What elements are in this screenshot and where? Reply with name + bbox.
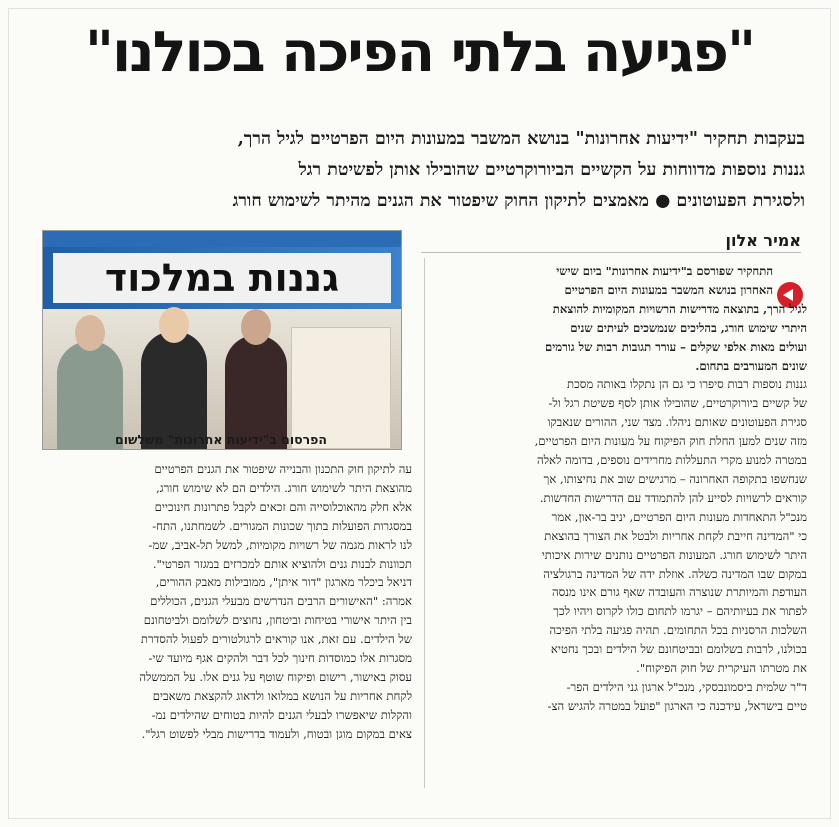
body-line: דניאל ביכלר מארגון "דור איתן", ממובילות מאבק ההורים, [155, 575, 412, 590]
body-line: מסגרות אלו כמוסדות חינוך לכל דבר ולהקים אגף מיועד שי- [148, 651, 412, 666]
subheadline-line: ולסגירת הפעוטונים ● מאמצים לתיקון החוק שיפטור את הגנים מהיתר לשימוש חורג [232, 191, 805, 211]
article-photo [42, 230, 402, 450]
body-line: גננות נוספות רבות סיפרו כי גם הן נתקלו באותה מסכת [567, 377, 807, 392]
body-line: צאים במקום מוגן ובטוח, ולעמוד בדרישות מבלי לפשוט רגל". [141, 726, 412, 741]
body-line: במטרה למנוע מקרי התעללות מחרידים נוספים, בדומה לאלה [536, 453, 807, 468]
body-line: כי "המדינה חייבת לקחת אחריות ולבטל את הצורך בהוצאת [544, 528, 807, 543]
body-line: השלכות הרסניות בכל התחומים. תהיה פגיעה בלתי הפיכה [549, 623, 807, 638]
body-line: לפתור את בעיותיהם – יגרמו לתחום כולו לקרוס ויהיו לכך [553, 604, 807, 619]
body-line: תכוונות לבנות גנים ולהוציא אותם למכרזים במגזר הפרטי". [152, 556, 412, 571]
photo-person-head [75, 315, 105, 351]
column-divider [424, 258, 425, 788]
body-line: לקחת אחריות על הנושא במלואו ולדאוג להקצאת משאבים [152, 688, 412, 703]
headline: "פגיעה בלתי הפיכה בכולנו" [84, 20, 755, 85]
body-line: של קשיים ביורוקרטיים, שהובילו אותן לסף פשיטת רגל ול- [548, 396, 807, 411]
subheadline-line: גננות נוספות מדווחות על הקשיים הביורוקרטיים שהובילו אותן לפשיטת רגל [298, 160, 805, 180]
body-line: שנחשפו בתקופה האחרונה – מרגישים שוב את נחיצותו, אך [543, 471, 807, 486]
author-byline: אמיר אלון [421, 231, 801, 253]
lead-line: שונים המעורבים בתחום. [695, 358, 807, 373]
body-line: במקום שבו המדינה כשלה. אוזלת ידה של המדינה ברגולציה [543, 566, 807, 581]
photo-person-head [159, 307, 189, 343]
body-line: לנו לראות מגמה של רשויות מקומיות, למשל תל-אביב, שמ- [148, 537, 412, 552]
photo-title: גננות במלכוד [53, 253, 391, 303]
body-line: קוראים לרשויות לסייע להן להתמודד עם הדרישות החדשות. [539, 490, 807, 505]
body-line: היתר לשימוש חורג. המעונות הפרטיים נותנים שירות איכותי [541, 547, 807, 562]
lead-line: התחקיר שפורסם ב"ידיעות אחרונות" ביום שישי [556, 264, 773, 278]
body-line: ד"ר שלמית ביסמונבסקי, מנכ"ל ארגון גני הילדים הפר- [566, 679, 807, 694]
lead-line: האחרון בנושא המשבר במעונות היום הפרטיים [564, 282, 773, 297]
body-line: בין היתר אישורי בטיחות וביטחון, נחוצים לשלומם ולביטחונם [143, 613, 412, 628]
subheadline-line: בעקבות תחקיר "ידיעות אחרונות" בנושא המשבר במעונות היום הפרטיים לגיל הרך, [237, 129, 805, 149]
body-line: טיים בישראל, עידכנה כי הארגון "פועל במטרה להגיש הצ- [547, 698, 807, 713]
lead-line: ועולים מאות אלפי שקלים – עורר תגובות רבות של גורמים [545, 339, 807, 354]
body-line: עסוק באישור, רישום ופיקוח שוטף על גנים אלו. על הממשלה [139, 669, 412, 684]
body-line: את מטרתו העיקרית של חוק הפיקוח". [636, 661, 807, 676]
article-left-column [32, 460, 412, 744]
body-line: בכולנו, לרבות בשלומם ובביטחונם של הילדים ובכך נחטיא [550, 642, 807, 657]
body-line: מהוצאת היתר לשימוש חורג. הילדים הם לא שימוש חורג, [156, 480, 412, 495]
body-line: עה לתיקון חוק התכנון והבנייה שיפטור את הגנים הפרטיים [154, 462, 412, 476]
photo-top-strip [43, 231, 401, 247]
body-line: העודפת והמיותרת שנוצרה והעובדה שאף גורם אינו מנסה [552, 585, 807, 600]
lead-line: היתרי שימוש חורג, בהליכים שנמשכים לעיתים שנים [570, 320, 807, 335]
body-line: במסגרות הפועלות בתוך שכונות המגורים. לשמחתנו, התח- [152, 518, 412, 533]
body-line: סגירת הפעוטונים שאותם ניהלו. מצד שני, ההורים שנאבקו [547, 415, 807, 430]
photo-person-head [241, 309, 271, 345]
body-line: של הילדים. עם זאת, אנו קוראים לרגולטורים לפעול להסדרת [140, 632, 412, 647]
lead-line: לגיל הרך, בתוצאה מדרישות הרשויות המקומיות להוצאת [552, 301, 807, 316]
photo-shelf [291, 327, 391, 449]
body-line: אלא חלק מהאוכלוסייה והם זכאים לקבל פתרונות חינוכיים [154, 499, 412, 514]
article-right-column [417, 262, 807, 716]
lead-paragraph [417, 262, 807, 300]
body-line: אמרה: "האישורים הרבים הנדרשים מבעלי הגנים, הכוללים [150, 594, 412, 609]
body-line: מנכ"ל התאחדות מעונות היום הפרטיים, יניב בר-און, אמר [551, 509, 807, 524]
body-line: והקלות שיאפשרו לבעלי הגנים להיות בטוחים שהילדים נמ- [151, 707, 412, 722]
body-line: מזה שנים למען החלת חוק הפיקוח על מעונות היום הפרטיים, [534, 434, 807, 449]
subheadline [34, 124, 805, 217]
photo-caption: הפרסום ב"ידיעות אחרונות" משלשום [115, 432, 327, 447]
